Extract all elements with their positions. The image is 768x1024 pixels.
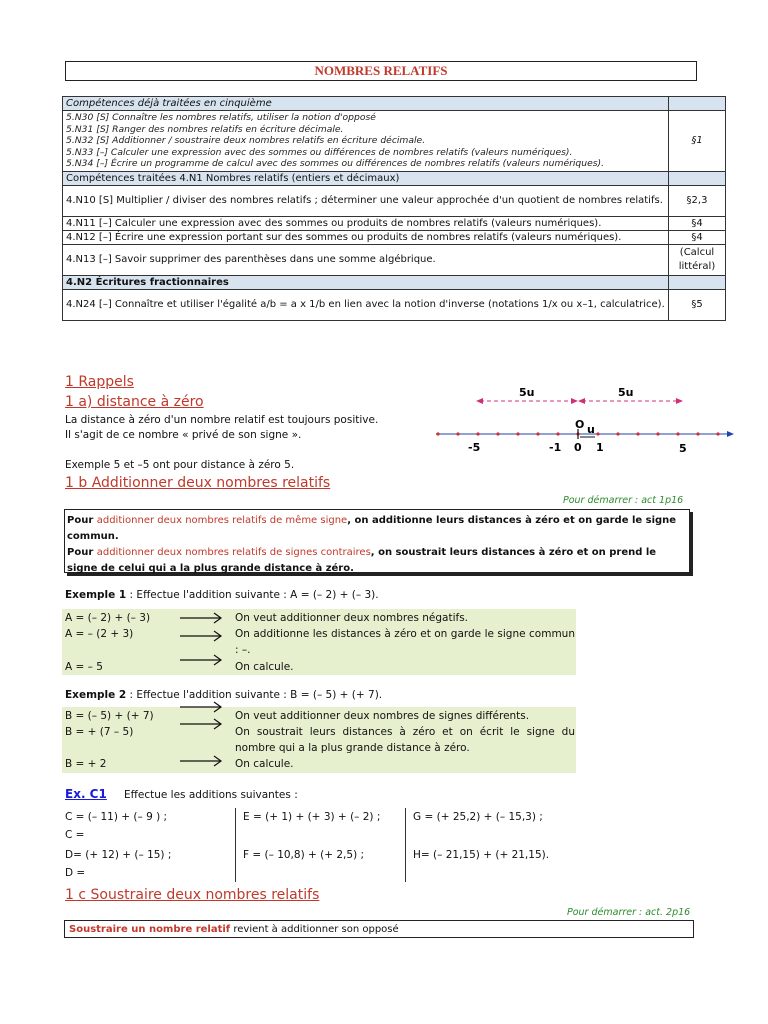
exercise-item: D = bbox=[65, 867, 86, 879]
exercise-item: C = bbox=[65, 829, 85, 841]
competence-row: 4.N12 [–] Écrire une expression portant sur des sommes ou produits de nombres relatifs (valeurs numériques). bbox=[63, 230, 669, 244]
example2-line: B = + (7 – 5) bbox=[65, 726, 134, 738]
start-hint: Pour démarrer : act 1p16 bbox=[563, 495, 684, 506]
example1-expl: On veut additionner deux nombres négatifs. bbox=[235, 612, 469, 624]
example2-expl: On calcule. bbox=[235, 758, 294, 770]
example1-expl: On additionne les distances à zéro et on garde le signe commun : –. bbox=[235, 628, 575, 656]
example1-line: A = – (2 + 3) bbox=[65, 628, 134, 640]
column-divider bbox=[235, 808, 236, 882]
exercise-item: H= (– 21,15) + (+ 21,15). bbox=[413, 849, 550, 861]
competence-row: 4.N13 [–] Savoir supprimer des parenthèses dans une somme algébrique. bbox=[63, 244, 669, 275]
start-hint: Pour démarrer : act. 2p16 bbox=[567, 907, 691, 918]
prev-competences-header: Compétences déjà traitées en cinquième bbox=[63, 97, 669, 111]
example2-expl: On veut additionner deux nombres de signes différents. bbox=[235, 710, 530, 722]
competence-ref: (Calcul littéral) bbox=[669, 244, 726, 275]
unit-label: u bbox=[587, 423, 595, 436]
tick-label: 0 bbox=[574, 441, 582, 454]
example1-expl: On calcule. bbox=[235, 661, 294, 673]
distance-text-1: La distance à zéro d'un nombre relatif est toujours positive. bbox=[65, 414, 379, 426]
tick-label: 1 bbox=[596, 441, 604, 454]
tick-label: -1 bbox=[549, 441, 562, 454]
label-left: 5u bbox=[519, 386, 535, 399]
example1-title: Exemple 1 : Effectue l'addition suivante : A = (– 2) + (– 3). bbox=[65, 589, 379, 601]
subtraction-rule-box: Soustraire un nombre relatif revient à additionner son opposé bbox=[64, 920, 694, 938]
competence-row: 4.N11 [–] Calculer une expression avec des sommes ou produits de nombres relatifs (valeurs numériques). bbox=[63, 216, 669, 230]
competence-ref: §5 bbox=[669, 289, 726, 320]
example2-expl: On soustrait leurs distances à zéro et on écrit le signe du nombre qui a la plus grande distance à zéro. bbox=[235, 726, 575, 754]
section-addition-title: 1 b Additionner deux nombres relatifs bbox=[65, 475, 331, 491]
fraction-header: 4.N2 Écritures fractionnaires bbox=[63, 275, 669, 289]
prev-ref: §1 bbox=[669, 111, 726, 172]
section-subtraction-title: 1 c Soustraire deux nombres relatifs bbox=[65, 887, 320, 903]
label-right: 5u bbox=[618, 386, 634, 399]
addition-rule-box bbox=[64, 509, 690, 573]
exercise-instruction: Effectue les additions suivantes : bbox=[124, 789, 298, 801]
distance-text-2: Il s'agit de ce nombre « privé de son signe ». bbox=[65, 429, 302, 441]
exercise-label: Ex. C1 bbox=[65, 787, 107, 801]
prev-competences-list: 5.N30 [S] Connaître les nombres relatifs, utiliser la notion d'opposé 5.N31 [S] Ranger des nombres relatifs en écriture décimale. 5.N32 [S] Additionner / soustraire deux nombres relatifs en écriture décimale. 5.N33 [–] Calculer une expression avec des sommes ou différences de nombres relatifs (valeurs numériques). 5.N34 [–] Écrire un programme de calcul avec des sommes ou différences de nombres relatifs (valeurs numériques). bbox=[63, 111, 669, 172]
section-rappels-title: 1 Rappels bbox=[65, 374, 134, 390]
competence-ref: §4 bbox=[669, 230, 726, 244]
exercise-item: C = (– 11) + (– 9 ) ; bbox=[65, 811, 168, 823]
competence-row: 4.N10 [S] Multiplier / diviser des nombres relatifs ; déterminer une valeur approchée d'un quotient de nombres relatifs. bbox=[63, 185, 669, 216]
competence-ref: §4 bbox=[669, 216, 726, 230]
example2-line: B = (– 5) + (+ 7) bbox=[65, 710, 154, 722]
competence-row: 4.N24 [–] Connaître et utiliser l'égalité a/b = a x 1/b en lien avec la notion d'inverse (notations 1/x ou x–1, calculatrice). bbox=[63, 289, 669, 320]
example1-line: A = (– 2) + (– 3) bbox=[65, 612, 151, 624]
axis-arrow-icon bbox=[727, 431, 734, 437]
section-distance-title: 1 a) distance à zéro bbox=[65, 394, 204, 410]
exercise-item: F = (– 10,8) + (+ 2,5) ; bbox=[243, 849, 365, 861]
example2-title: Exemple 2 : Effectue l'addition suivante : B = (– 5) + (+ 7). bbox=[65, 689, 383, 701]
tick-label: -5 bbox=[468, 441, 481, 454]
tick-label: 5 bbox=[679, 442, 687, 455]
rule-opposite-sign: Pour additionner deux nombres relatifs de signes contraires, on soustrait leurs distances à zéro et on prend le signe de celui qui a la plus grande distance à zéro. bbox=[67, 547, 657, 574]
competence-ref: §2,3 bbox=[669, 185, 726, 216]
example2-arrows bbox=[178, 698, 226, 773]
exercise-item: G = (+ 25,2) + (– 15,3) ; bbox=[413, 811, 543, 823]
example1-line: A = – 5 bbox=[65, 661, 103, 673]
treated-competences-header: Compétences traitées 4.N1 Nombres relatifs (entiers et décimaux) bbox=[63, 171, 669, 185]
distance-example: Exemple 5 et –5 ont pour distance à zéro 5. bbox=[65, 459, 295, 471]
competences-table bbox=[62, 96, 726, 321]
page-title: NOMBRES RELATIFS bbox=[65, 61, 697, 81]
column-divider bbox=[405, 808, 406, 882]
number-line bbox=[430, 380, 740, 460]
origin-label: O bbox=[575, 418, 585, 431]
rule-same-sign: Pour additionner deux nombres relatifs de même signe, on additionne leurs distances à zéro et on garde le signe commun. bbox=[67, 515, 677, 542]
example1-arrows bbox=[178, 610, 226, 680]
exercise-item: D= (+ 12) + (– 15) ; bbox=[65, 849, 172, 861]
exercise-item: E = (+ 1) + (+ 3) + (– 2) ; bbox=[243, 811, 381, 823]
example2-line: B = + 2 bbox=[65, 758, 107, 770]
